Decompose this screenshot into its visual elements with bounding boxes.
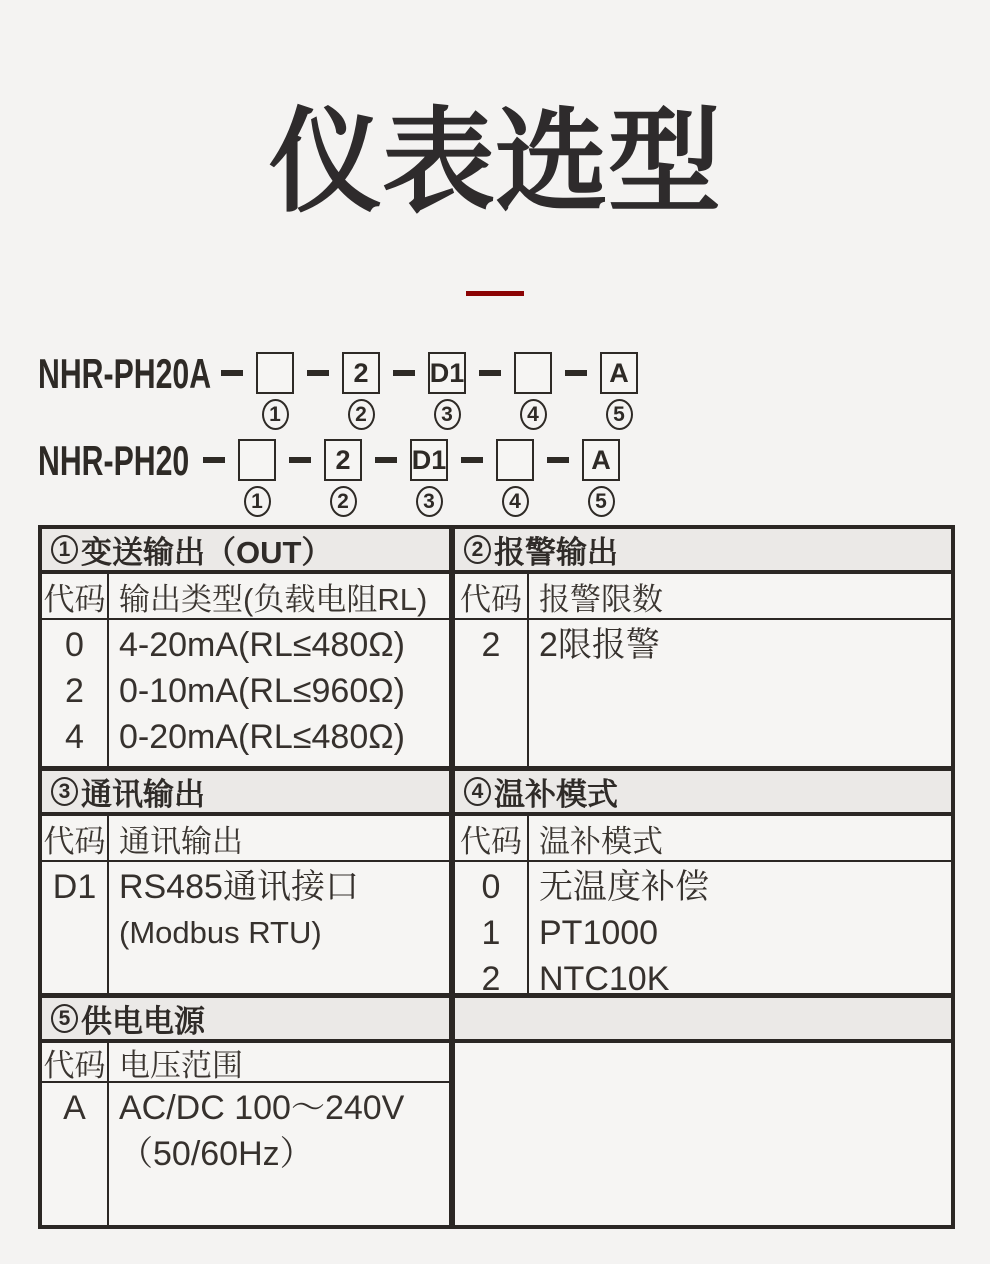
table-band-1 bbox=[42, 529, 951, 771]
value-cells bbox=[109, 620, 449, 766]
section-number: 2 bbox=[464, 535, 491, 564]
dash bbox=[289, 457, 311, 463]
dash bbox=[461, 457, 483, 463]
value-cell: （50/60Hz） bbox=[119, 1135, 314, 1173]
dash bbox=[203, 457, 225, 463]
value-cell: NTC10K bbox=[539, 960, 670, 998]
table-band-2 bbox=[42, 771, 951, 998]
column-header-desc: 通讯输出 bbox=[119, 823, 243, 859]
dash bbox=[565, 370, 587, 376]
code-cell: 0 bbox=[481, 868, 501, 906]
code-cells bbox=[42, 620, 109, 766]
value-cell: 无温度补偿 bbox=[539, 868, 709, 906]
value-cell: AC/DC 100～240V bbox=[119, 1089, 405, 1127]
section-number: 4 bbox=[464, 777, 491, 806]
value-cells bbox=[109, 1083, 449, 1225]
section-number: 1 bbox=[51, 535, 78, 564]
model-segment bbox=[428, 352, 466, 430]
empty-section-area bbox=[455, 998, 951, 1225]
empty-header-band bbox=[455, 998, 951, 1043]
model-segment bbox=[600, 352, 638, 430]
model-segment bbox=[324, 439, 362, 517]
column-header-code: 代码 bbox=[455, 574, 529, 618]
model-name: NHR-PH20 bbox=[38, 437, 190, 484]
column-header-code: 代码 bbox=[42, 1043, 109, 1081]
option-box bbox=[514, 352, 552, 394]
value-cell: (Modbus RTU) bbox=[119, 915, 322, 950]
section-header bbox=[455, 529, 951, 574]
dash bbox=[547, 457, 569, 463]
model-name: NHR-PH20A bbox=[38, 350, 212, 397]
value-cell: RS485通讯接口 bbox=[119, 868, 359, 906]
section-header bbox=[455, 771, 951, 816]
dash bbox=[479, 370, 501, 376]
value-cell: 0-20mA(RL≤480Ω) bbox=[119, 718, 405, 756]
column-header-code: 代码 bbox=[42, 574, 109, 618]
section-power-supply bbox=[42, 998, 455, 1225]
option-box bbox=[238, 439, 276, 481]
table-band-3 bbox=[42, 998, 951, 1225]
section-alarm-output bbox=[455, 529, 951, 766]
value-cells bbox=[529, 862, 951, 998]
dash bbox=[375, 457, 397, 463]
section-number: 5 bbox=[51, 1004, 78, 1033]
code-cells bbox=[455, 620, 529, 766]
column-header-code: 代码 bbox=[42, 816, 109, 860]
selection-table bbox=[38, 525, 955, 1229]
section-title: 温补模式 bbox=[494, 777, 618, 812]
model-segment bbox=[342, 352, 380, 430]
callout-number: 1 bbox=[262, 399, 289, 430]
section-rows bbox=[42, 1083, 449, 1225]
code-cell: 2 bbox=[65, 672, 84, 710]
column-headers bbox=[42, 1043, 449, 1083]
option-box: D1 bbox=[410, 439, 448, 481]
callout-number: 4 bbox=[502, 486, 529, 517]
model-segment bbox=[238, 439, 276, 517]
section-title: 变送输出（OUT） bbox=[81, 535, 333, 570]
section-transmit-output bbox=[42, 529, 455, 766]
model-segment bbox=[410, 439, 448, 517]
section-title: 通讯输出 bbox=[81, 777, 205, 812]
model-segment bbox=[582, 439, 620, 517]
option-box: D1 bbox=[428, 352, 466, 394]
callout-number: 2 bbox=[330, 486, 357, 517]
column-header-desc: 报警限数 bbox=[539, 581, 663, 617]
model-segment bbox=[496, 439, 534, 517]
model-line-nhr-ph20a bbox=[38, 352, 990, 430]
value-cell: 2限报警 bbox=[539, 626, 660, 664]
callout-number: 2 bbox=[348, 399, 375, 430]
value-cells bbox=[109, 862, 449, 993]
section-rows bbox=[455, 620, 951, 766]
empty-cell bbox=[455, 1043, 951, 1225]
column-headers bbox=[42, 816, 449, 862]
code-cell: 0 bbox=[65, 626, 84, 664]
section-temp-compensation bbox=[455, 771, 951, 998]
code-cell: 2 bbox=[481, 626, 501, 664]
code-cell: D1 bbox=[52, 868, 97, 906]
column-headers bbox=[455, 574, 951, 620]
callout-number: 4 bbox=[520, 399, 547, 430]
column-header-desc: 输出类型(负载电阻RL) bbox=[119, 581, 428, 617]
section-rows bbox=[42, 862, 449, 993]
option-box: 2 bbox=[342, 352, 380, 394]
model-code-diagrams bbox=[38, 352, 990, 517]
column-header-desc: 电压范围 bbox=[119, 1047, 243, 1083]
section-rows bbox=[455, 862, 951, 998]
column-headers bbox=[455, 816, 951, 862]
code-cells bbox=[455, 862, 529, 998]
value-cell: 0-10mA(RL≤960Ω) bbox=[119, 672, 405, 710]
callout-number: 3 bbox=[434, 399, 461, 430]
value-cells bbox=[529, 620, 951, 766]
title-underline bbox=[466, 291, 524, 296]
column-header-code: 代码 bbox=[455, 816, 529, 860]
dash bbox=[393, 370, 415, 376]
column-header-desc: 温补模式 bbox=[539, 823, 663, 859]
callout-number: 3 bbox=[416, 486, 443, 517]
code-cells bbox=[42, 862, 109, 993]
code-cell: 1 bbox=[481, 914, 501, 952]
dash bbox=[221, 370, 243, 376]
code-cell: 4 bbox=[65, 718, 84, 756]
section-rows bbox=[42, 620, 449, 766]
section-header bbox=[42, 529, 449, 574]
model-segment bbox=[514, 352, 552, 430]
section-header bbox=[42, 771, 449, 816]
section-header bbox=[42, 998, 449, 1043]
column-headers bbox=[42, 574, 449, 620]
option-box bbox=[256, 352, 294, 394]
callout-number: 5 bbox=[606, 399, 633, 430]
section-comm-output bbox=[42, 771, 455, 993]
code-cells bbox=[42, 1083, 109, 1225]
model-segment bbox=[256, 352, 294, 430]
code-cell: A bbox=[63, 1089, 86, 1127]
callout-number: 1 bbox=[244, 486, 271, 517]
section-title: 报警输出 bbox=[494, 535, 618, 570]
section-number: 3 bbox=[51, 777, 78, 806]
option-box bbox=[496, 439, 534, 481]
model-line-nhr-ph20 bbox=[38, 439, 990, 517]
section-title: 供电电源 bbox=[81, 1004, 205, 1039]
option-box: A bbox=[600, 352, 638, 394]
callout-number: 5 bbox=[588, 486, 615, 517]
option-box: A bbox=[582, 439, 620, 481]
page-title: 仪表选型 bbox=[269, 99, 721, 225]
option-box: 2 bbox=[324, 439, 362, 481]
dash bbox=[307, 370, 329, 376]
code-cell: 2 bbox=[481, 960, 501, 998]
value-cell: PT1000 bbox=[539, 914, 659, 952]
value-cell: 4-20mA(RL≤480Ω) bbox=[119, 626, 405, 664]
